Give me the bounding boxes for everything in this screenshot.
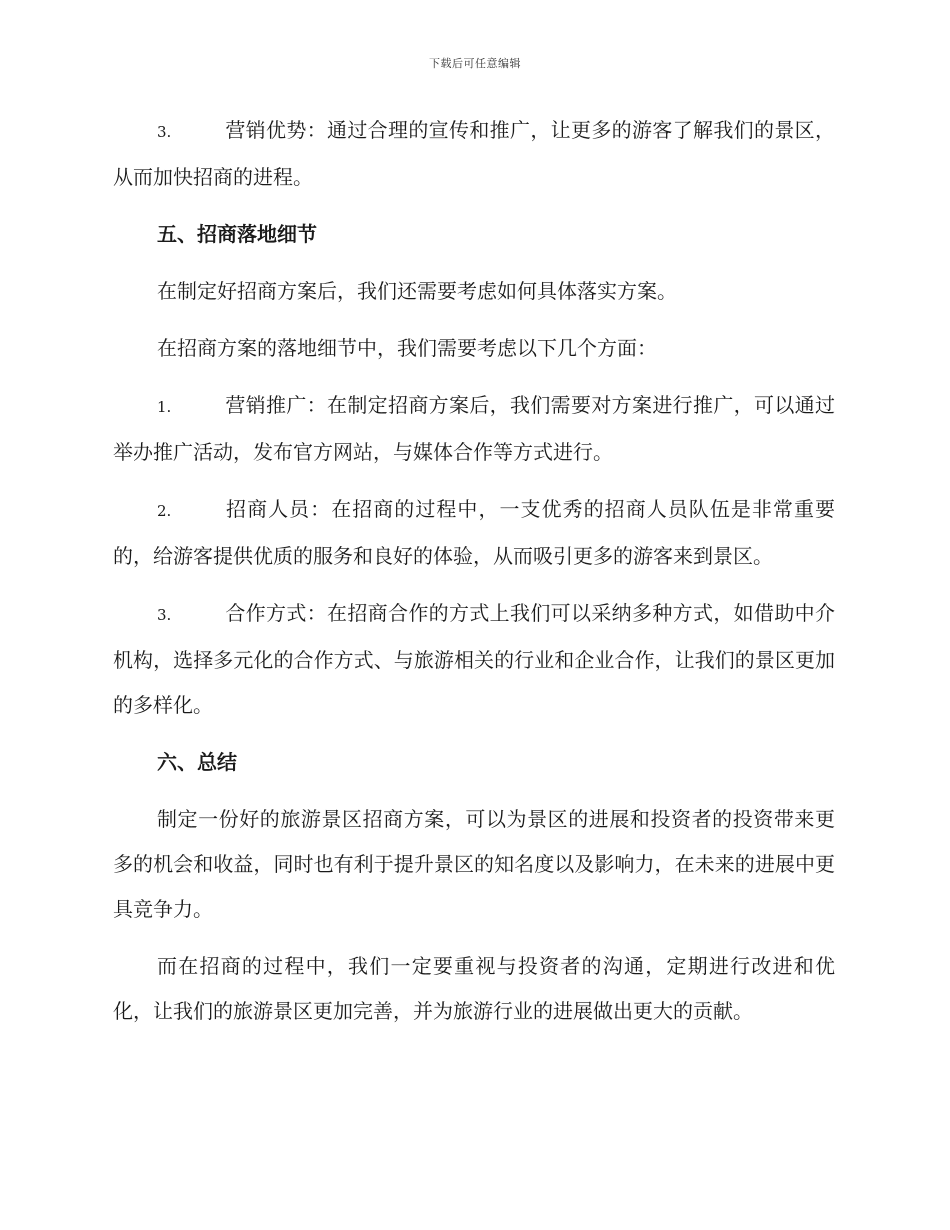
list-item-cooperation [113, 591, 835, 728]
list-item-marketing-promotion [113, 383, 835, 475]
page-header: 下载后可任意编辑 [429, 57, 521, 70]
list-item-number: 3. [157, 123, 172, 141]
list-item-staff [113, 487, 835, 579]
list-item-text: 营销推广：在制定招商方案后，我们需要对方案进行推广，可以通过举办推广活动，发布官方网站，与媒体合作等方式进行。 [113, 393, 835, 464]
list-item-text: 招商人员：在招商的过程中，一支优秀的招商人员队伍是非常重要的，给游客提供优质的服务和良好的体验，从而吸引更多的游客来到景区。 [113, 497, 835, 568]
list-item-text: 合作方式：在招商合作的方式上我们可以采纳多种方式，如借助中介机构，选择多元化的合作方式、与旅游相关的行业和企业合作，让我们的景区更加的多样化。 [113, 601, 835, 717]
document-body [113, 108, 835, 1034]
paragraph: 制定一份好的旅游景区招商方案，可以为景区的进展和投资者的投资带来更多的机会和收益，同时也有利于提升景区的知名度以及影响力，在未来的进展中更具竞争力。 [113, 807, 835, 921]
list-item-number: 3. [157, 606, 172, 624]
list-item-marketing-advantage [113, 108, 835, 200]
paragraph: 而在招商的过程中，我们一定要重视与投资者的沟通，定期进行改进和优化，让我们的旅游景区更加完善，并为旅游行业的进展做出更大的贡献。 [113, 954, 835, 1023]
list-item-number: 1. [157, 398, 172, 416]
paragraph: 在制定好招商方案后，我们还需要考虑如何具体落实方案。 [157, 279, 677, 303]
section-heading-5: 五、招商落地细节 [157, 222, 317, 246]
list-item-text: 营销优势：通过合理的宣传和推广，让更多的游客了解我们的景区，从而加快招商的进程。 [113, 118, 835, 189]
section-heading-6: 六、总结 [157, 750, 237, 774]
list-item-number: 2. [157, 502, 172, 520]
paragraph: 在招商方案的落地细节中，我们需要考虑以下几个方面： [157, 336, 657, 360]
